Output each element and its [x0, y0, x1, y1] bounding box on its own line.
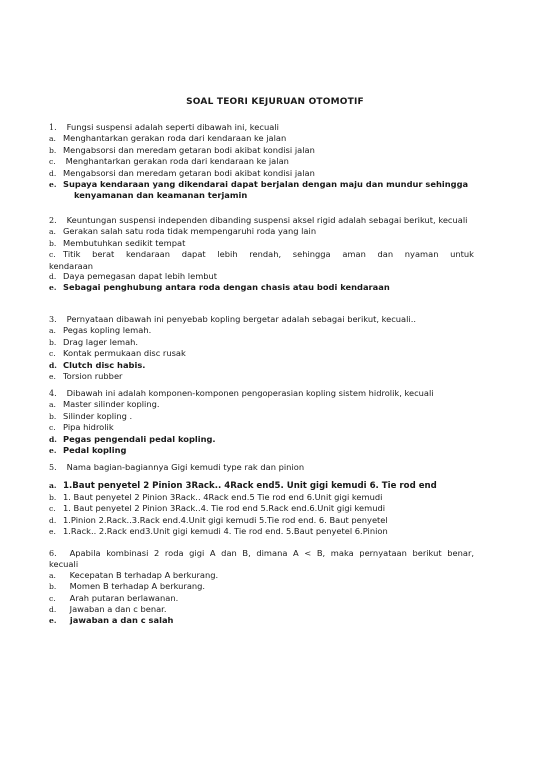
- option-text: Clutch disc habis.: [63, 359, 146, 370]
- question-stem: [49, 548, 474, 570]
- option-text: Menghantarkan gerakan roda dari kendaraan ke jalan: [63, 133, 287, 144]
- option-c: [49, 593, 474, 604]
- option-a: [49, 133, 474, 144]
- option-b: [49, 337, 474, 348]
- option-a: [49, 325, 474, 336]
- option-d: [49, 434, 474, 445]
- option-text: Pedal kopling: [63, 445, 127, 456]
- option-b: [49, 145, 474, 156]
- document-title: SOAL TEORI KEJURUAN OTOMOTIF: [186, 97, 364, 107]
- option-text: Jawaban a dan c benar.: [69, 604, 167, 615]
- option-letter: e.: [49, 283, 57, 293]
- option-text: Drag lager lemah.: [63, 336, 139, 347]
- question-2: [49, 215, 474, 294]
- question-number: 5.: [49, 463, 57, 472]
- option-text: Master silinder kopling.: [63, 399, 160, 410]
- option-e: [49, 615, 474, 626]
- question-6: [49, 548, 474, 627]
- option-letter: d.: [49, 360, 57, 370]
- option-letter: e.: [49, 446, 57, 456]
- option-letter: d.: [49, 605, 57, 615]
- option-c: [49, 503, 474, 514]
- option-letter: e.: [49, 372, 56, 382]
- question-number: 1.: [49, 123, 57, 132]
- option-c: [49, 156, 474, 167]
- option-text: Silinder kopling .: [63, 410, 133, 421]
- option-text: Daya pemegasan dapat lebih lembut: [63, 271, 218, 282]
- option-e: [49, 445, 474, 456]
- option-e-continuation: kenyamanan dan keamanan terjamin: [74, 190, 248, 201]
- question-text: Fungsi suspensi adalah seperti dibawah ini, kecuali: [66, 122, 279, 132]
- option-d: [49, 604, 474, 615]
- question-text: Nama bagian-bagiannya Gigi kemudi type rak dan pinion: [66, 462, 305, 472]
- option-letter: a.: [49, 326, 56, 336]
- option-e: [49, 371, 474, 382]
- option-text: Titik berat kendaraan dapat lebih rendah, sehingga aman dan nyaman untuk kendaraan: [49, 249, 474, 271]
- option-text: 1. Baut penyetel 2 Pinion 3Rack..4. Tie rod end 5.Rack end.6.Unit gigi kemudi: [63, 503, 386, 514]
- question-text: Apabila kombinasi 2 roda gigi A dan B, dimana A < B, maka pernyataan berikut benar, kecuali: [49, 548, 474, 570]
- question-number: 4.: [49, 389, 57, 398]
- option-letter: e.: [49, 527, 56, 537]
- option-b: [49, 492, 474, 503]
- option-e: [49, 179, 474, 190]
- option-letter: c.: [49, 504, 56, 514]
- option-text: Sebagai penghubung antara roda dengan chasis atau bodi kendaraan: [63, 282, 390, 293]
- option-a: [49, 226, 474, 237]
- option-d: [49, 515, 474, 526]
- question-5: [49, 462, 474, 537]
- option-letter: e.: [49, 616, 57, 626]
- question-stem: [49, 215, 474, 226]
- option-letter: b.: [49, 492, 57, 502]
- question-text: Dibawah ini adalah komponen-komponen pengoperasian kopling sistem hidrolik, kecuali: [66, 388, 434, 398]
- option-text: Arah putaran berlawanan.: [69, 592, 179, 603]
- option-c: [49, 422, 474, 433]
- option-letter: d.: [49, 272, 57, 282]
- option-letter: c.: [49, 423, 56, 433]
- option-text: 1. Baut penyetel 2 Pinion 3Rack.. 4Rack end.5 Tie rod end 6.Unit gigi kemudi: [63, 491, 383, 502]
- option-text: 1.Baut penyetel 2 Pinion 3Rack.. 4Rack end5. Unit gigi kemudi 6. Tie rod end: [63, 481, 437, 492]
- option-c: [49, 249, 474, 271]
- question-3: [49, 314, 474, 382]
- option-text: Kecepatan B terhadap A berkurang.: [69, 569, 219, 580]
- option-e: [49, 526, 474, 537]
- option-b: [49, 238, 474, 249]
- option-letter: a.: [49, 134, 56, 144]
- question-1: [49, 122, 474, 201]
- option-text: Mengabsorsi dan meredam getaran bodi akibat kondisi jalan: [63, 167, 315, 178]
- option-letter: d.: [49, 515, 57, 525]
- option-letter: c.: [49, 593, 56, 603]
- option-letter: a.: [49, 481, 57, 491]
- option-b: [49, 581, 474, 592]
- option-letter: c.: [49, 349, 56, 359]
- question-number: 6.: [49, 549, 57, 558]
- question-number: 3.: [49, 315, 57, 324]
- option-a: [49, 570, 474, 581]
- option-text: Kontak permukaan disc rusak: [63, 348, 186, 359]
- option-letter: e.: [49, 180, 57, 190]
- question-stem: [49, 314, 474, 325]
- option-d: [49, 168, 474, 179]
- option-letter: b.: [49, 238, 57, 248]
- option-text: Torsion rubber: [63, 371, 123, 382]
- option-text: Supaya kendaraan yang dikendarai dapat berjalan dengan maju dan mundur sehingga: [63, 179, 469, 190]
- option-text: Pegas kopling lemah.: [63, 325, 152, 336]
- option-d: [49, 360, 474, 371]
- option-letter: b.: [49, 337, 57, 347]
- option-text: Momen B terhadap A berkurang.: [69, 581, 206, 592]
- option-text: Pipa hidrolik: [63, 422, 114, 433]
- option-a: [49, 399, 474, 410]
- option-text: 1.Rack.. 2.Rack end3.Unit gigi kemudi 4. Tie rod end. 5.Baut penyetel 6.Pinion: [63, 526, 388, 537]
- question-text: Keuntungan suspensi independen dibanding suspensi aksel rigid adalah sebagai berikut, kecuali: [66, 215, 468, 225]
- option-text: 1.Pinion 2.Rack..3.Rack end.4.Unit gigi kemudi 5.Tie rod end. 6. Baut penyetel: [63, 514, 388, 525]
- option-a: [49, 481, 474, 491]
- question-4: [49, 388, 474, 456]
- option-text: Pegas pengendali pedal kopling.: [63, 433, 216, 444]
- question-stem: [49, 388, 474, 399]
- option-c: [49, 348, 474, 359]
- option-letter: a.: [49, 227, 56, 237]
- option-letter: a.: [49, 400, 56, 410]
- option-text: Gerakan salah satu roda tidak mempengaruhi roda yang lain: [63, 226, 317, 237]
- option-letter: d.: [49, 434, 57, 444]
- option-letter: a.: [49, 570, 56, 580]
- option-letter: b.: [49, 145, 57, 155]
- option-letter: c.: [49, 157, 56, 167]
- option-text: Mengabsorsi dan meredam getaran bodi akibat kondisi jalan: [63, 144, 315, 155]
- question-number: 2.: [49, 216, 57, 225]
- option-letter: b.: [49, 582, 57, 592]
- option-letter: c.: [49, 250, 56, 260]
- option-text: jawaban a dan c salah: [69, 615, 174, 626]
- option-e: [49, 282, 474, 293]
- question-stem: [49, 462, 474, 473]
- option-b: [49, 411, 474, 422]
- question-stem: [49, 122, 474, 133]
- option-text: Membutuhkan sedikit tempat: [63, 237, 186, 248]
- question-text: Pernyataan dibawah ini penyebab kopling bergetar adalah sebagai berikut, kecuali..: [66, 314, 417, 324]
- option-letter: b.: [49, 411, 57, 421]
- option-d: [49, 271, 474, 282]
- option-text: Menghantarkan gerakan roda dari kendaraan ke jalan: [65, 156, 289, 167]
- option-letter: d.: [49, 168, 57, 178]
